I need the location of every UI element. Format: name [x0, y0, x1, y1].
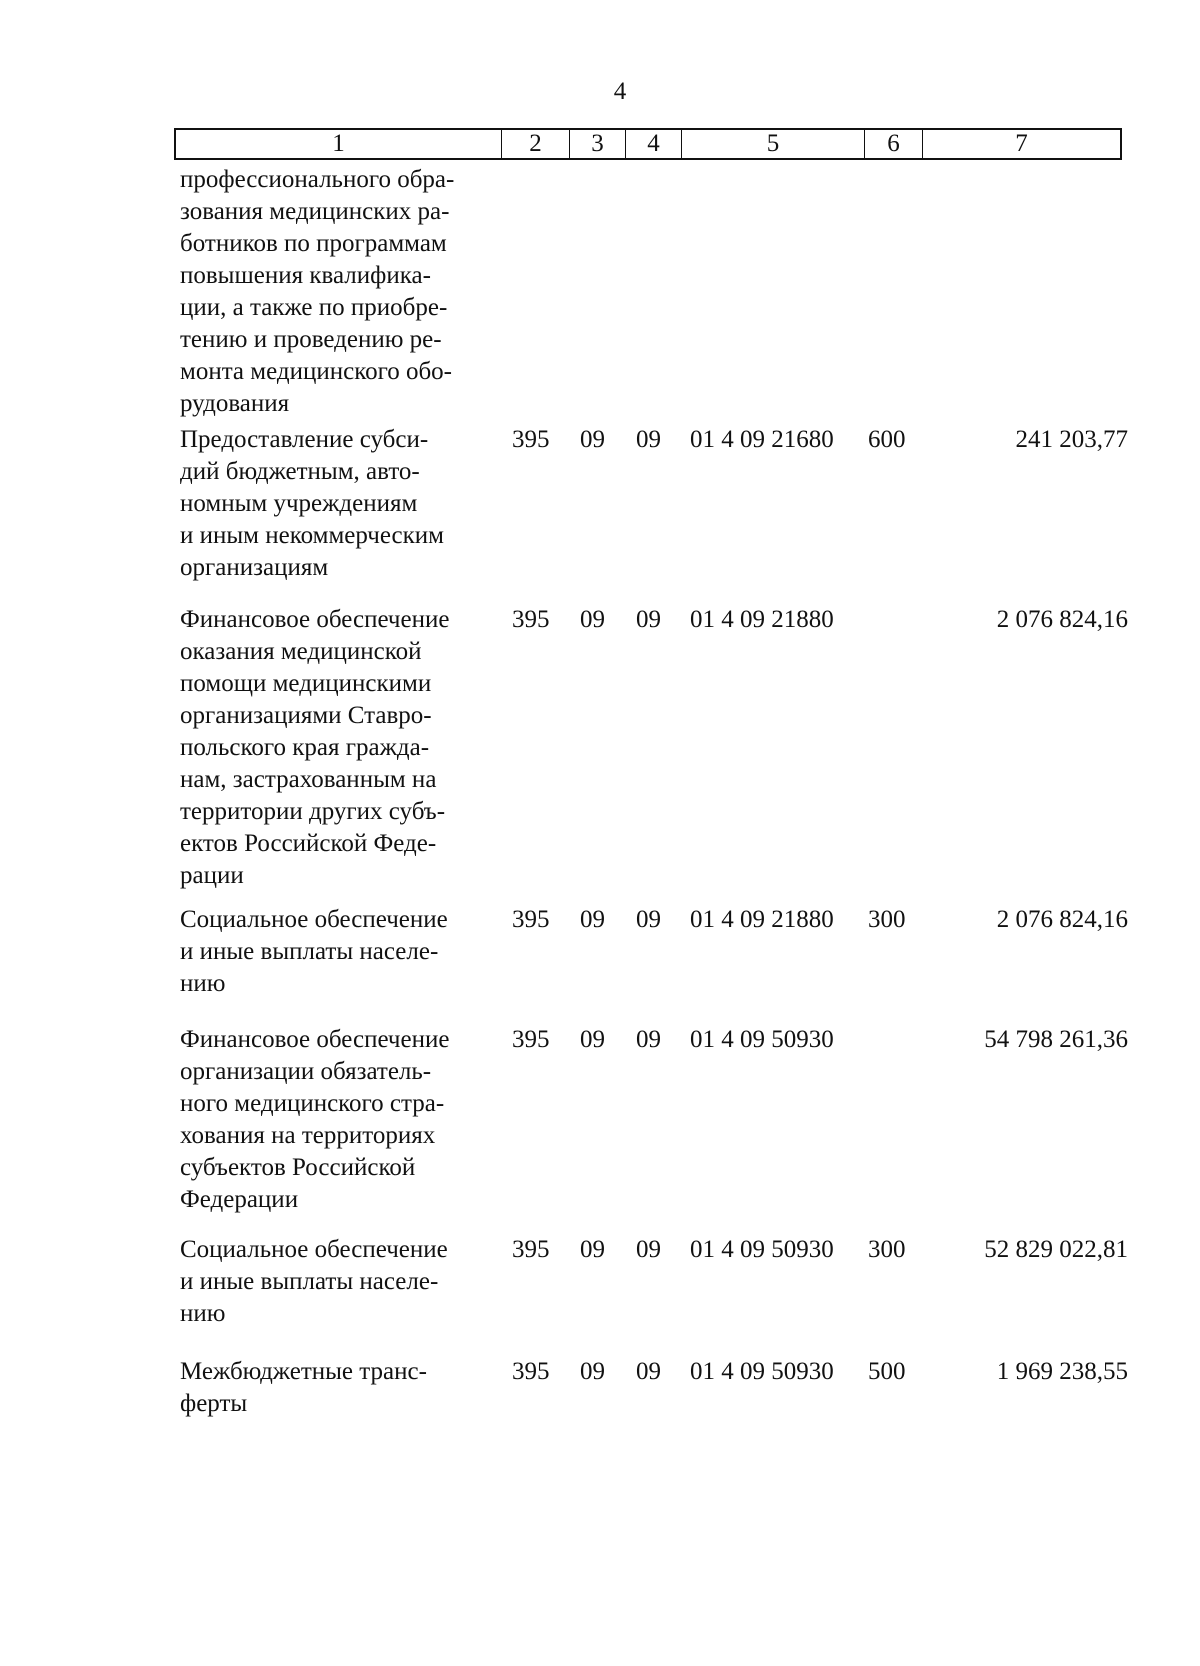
row-col-2: 395 [512, 906, 550, 933]
row-col-3: 09 [580, 1236, 605, 1263]
header-col-3: 3 [570, 130, 626, 158]
row-col-3: 09 [580, 906, 605, 933]
row-description: Финансовое обеспечение оказания медицинской помощи медицинскими организациями Ставро- польского края гражда- нам, застрахованным на территории других субъ- ектов Российской Феде- рации [180, 606, 450, 889]
row-col-6: 500 [868, 1358, 906, 1385]
row-col-2: 395 [512, 1026, 550, 1053]
row-col-2: 395 [512, 1236, 550, 1263]
header-col-5: 5 [682, 130, 865, 158]
row-col-2: 395 [512, 1358, 550, 1385]
row-col-2: 395 [512, 606, 550, 633]
row-col-4: 09 [636, 606, 661, 633]
row-col-4: 09 [636, 906, 661, 933]
row-col-7: 52 829 022,81 [984, 1236, 1128, 1263]
row-col-6: 300 [868, 1236, 906, 1263]
header-col-4: 4 [626, 130, 682, 158]
header-col-1: 1 [176, 130, 502, 158]
row-col-6: 600 [868, 426, 906, 453]
row-col-7: 241 203,77 [1015, 426, 1128, 453]
row-col-2: 395 [512, 426, 550, 453]
row-col-7: 2 076 824,16 [996, 606, 1128, 633]
row-col-5: 01 4 09 50930 [690, 1236, 834, 1263]
row-col-3: 09 [580, 1358, 605, 1385]
continued-description: профессионального обра- зования медицинских ра- ботников по программам повышения квалифика- ции, а также по приобре- тению и проведению ре- монта медицинского обо- рудования [180, 166, 455, 417]
row-col-5: 01 4 09 21880 [690, 606, 834, 633]
page-number: 4 [613, 78, 627, 105]
row-col-7: 1 969 238,55 [996, 1358, 1128, 1385]
header-col-6: 6 [865, 130, 923, 158]
row-col-4: 09 [636, 1026, 661, 1053]
row-col-4: 09 [636, 1358, 661, 1385]
row-col-3: 09 [580, 606, 605, 633]
row-col-5: 01 4 09 21680 [690, 426, 834, 453]
row-col-3: 09 [580, 1026, 605, 1053]
row-description: Предоставление субси- дий бюджетным, авто- номным учреждениям и иным некоммерческим организациям [180, 426, 444, 581]
row-col-5: 01 4 09 50930 [690, 1026, 834, 1053]
row-description: Межбюджетные транс- ферты [180, 1358, 427, 1417]
header-col-7: 7 [1015, 130, 1028, 157]
row-col-5: 01 4 09 21880 [690, 906, 834, 933]
row-col-7: 54 798 261,36 [984, 1026, 1128, 1053]
row-description: Финансовое обеспечение организации обязатель- ного медицинского стра- хования на территориях субъектов Российской Федерации [180, 1026, 450, 1213]
row-col-5: 01 4 09 50930 [690, 1358, 834, 1385]
row-description: Социальное обеспечение и иные выплаты населе- нию [180, 1236, 448, 1327]
row-col-6: 300 [868, 906, 906, 933]
row-description: Социальное обеспечение и иные выплаты населе- нию [180, 906, 448, 997]
row-col-4: 09 [636, 426, 661, 453]
row-col-7: 2 076 824,16 [996, 906, 1128, 933]
table-header [174, 128, 1122, 160]
row-col-4: 09 [636, 1236, 661, 1263]
row-col-3: 09 [580, 426, 605, 453]
header-col-2: 2 [502, 130, 570, 158]
